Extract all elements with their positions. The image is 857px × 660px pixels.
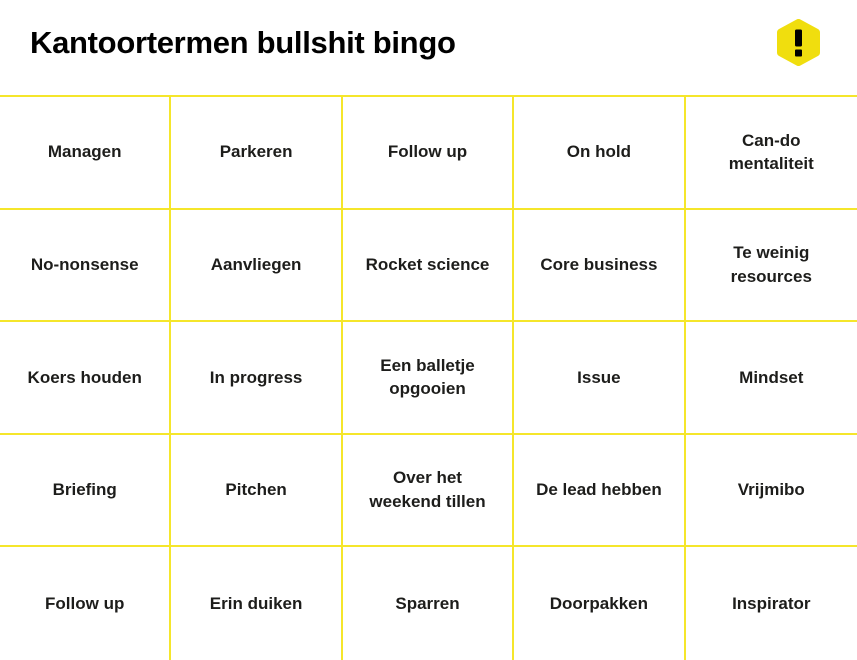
- bingo-cell[interactable]: Managen: [0, 97, 171, 210]
- bingo-cell[interactable]: Pitchen: [171, 435, 342, 548]
- bingo-cell[interactable]: Core business: [514, 210, 685, 323]
- bingo-cell[interactable]: Rocket science: [343, 210, 514, 323]
- bingo-cell[interactable]: Briefing: [0, 435, 171, 548]
- bingo-cell[interactable]: Follow up: [343, 97, 514, 210]
- bingo-cell[interactable]: Te weinig resources: [686, 210, 857, 323]
- bingo-cell[interactable]: On hold: [514, 97, 685, 210]
- bingo-cell[interactable]: Over het weekend tillen: [343, 435, 514, 548]
- bingo-cell[interactable]: Can-do mentaliteit: [686, 97, 857, 210]
- bingo-grid: [0, 95, 857, 660]
- bingo-cell[interactable]: Issue: [514, 322, 685, 435]
- bingo-cell[interactable]: Parkeren: [171, 97, 342, 210]
- page-title: Kantoortermen bullshit bingo: [30, 24, 456, 60]
- bingo-cell[interactable]: Erin duiken: [171, 547, 342, 660]
- bingo-cell[interactable]: Doorpakken: [514, 547, 685, 660]
- bingo-cell[interactable]: Follow up: [0, 547, 171, 660]
- bingo-cell[interactable]: Mindset: [686, 322, 857, 435]
- bingo-cell[interactable]: De lead hebben: [514, 435, 685, 548]
- exclamation-hexagon-icon: [776, 19, 821, 66]
- bingo-cell[interactable]: In progress: [171, 322, 342, 435]
- header: [0, 0, 857, 95]
- bingo-cell[interactable]: Een balletje opgooien: [343, 322, 514, 435]
- bingo-cell[interactable]: Inspirator: [686, 547, 857, 660]
- bingo-cell[interactable]: Koers houden: [0, 322, 171, 435]
- bingo-cell[interactable]: No-nonsense: [0, 210, 171, 323]
- bingo-cell[interactable]: Aanvliegen: [171, 210, 342, 323]
- bingo-cell[interactable]: Sparren: [343, 547, 514, 660]
- bingo-cell[interactable]: Vrijmibo: [686, 435, 857, 548]
